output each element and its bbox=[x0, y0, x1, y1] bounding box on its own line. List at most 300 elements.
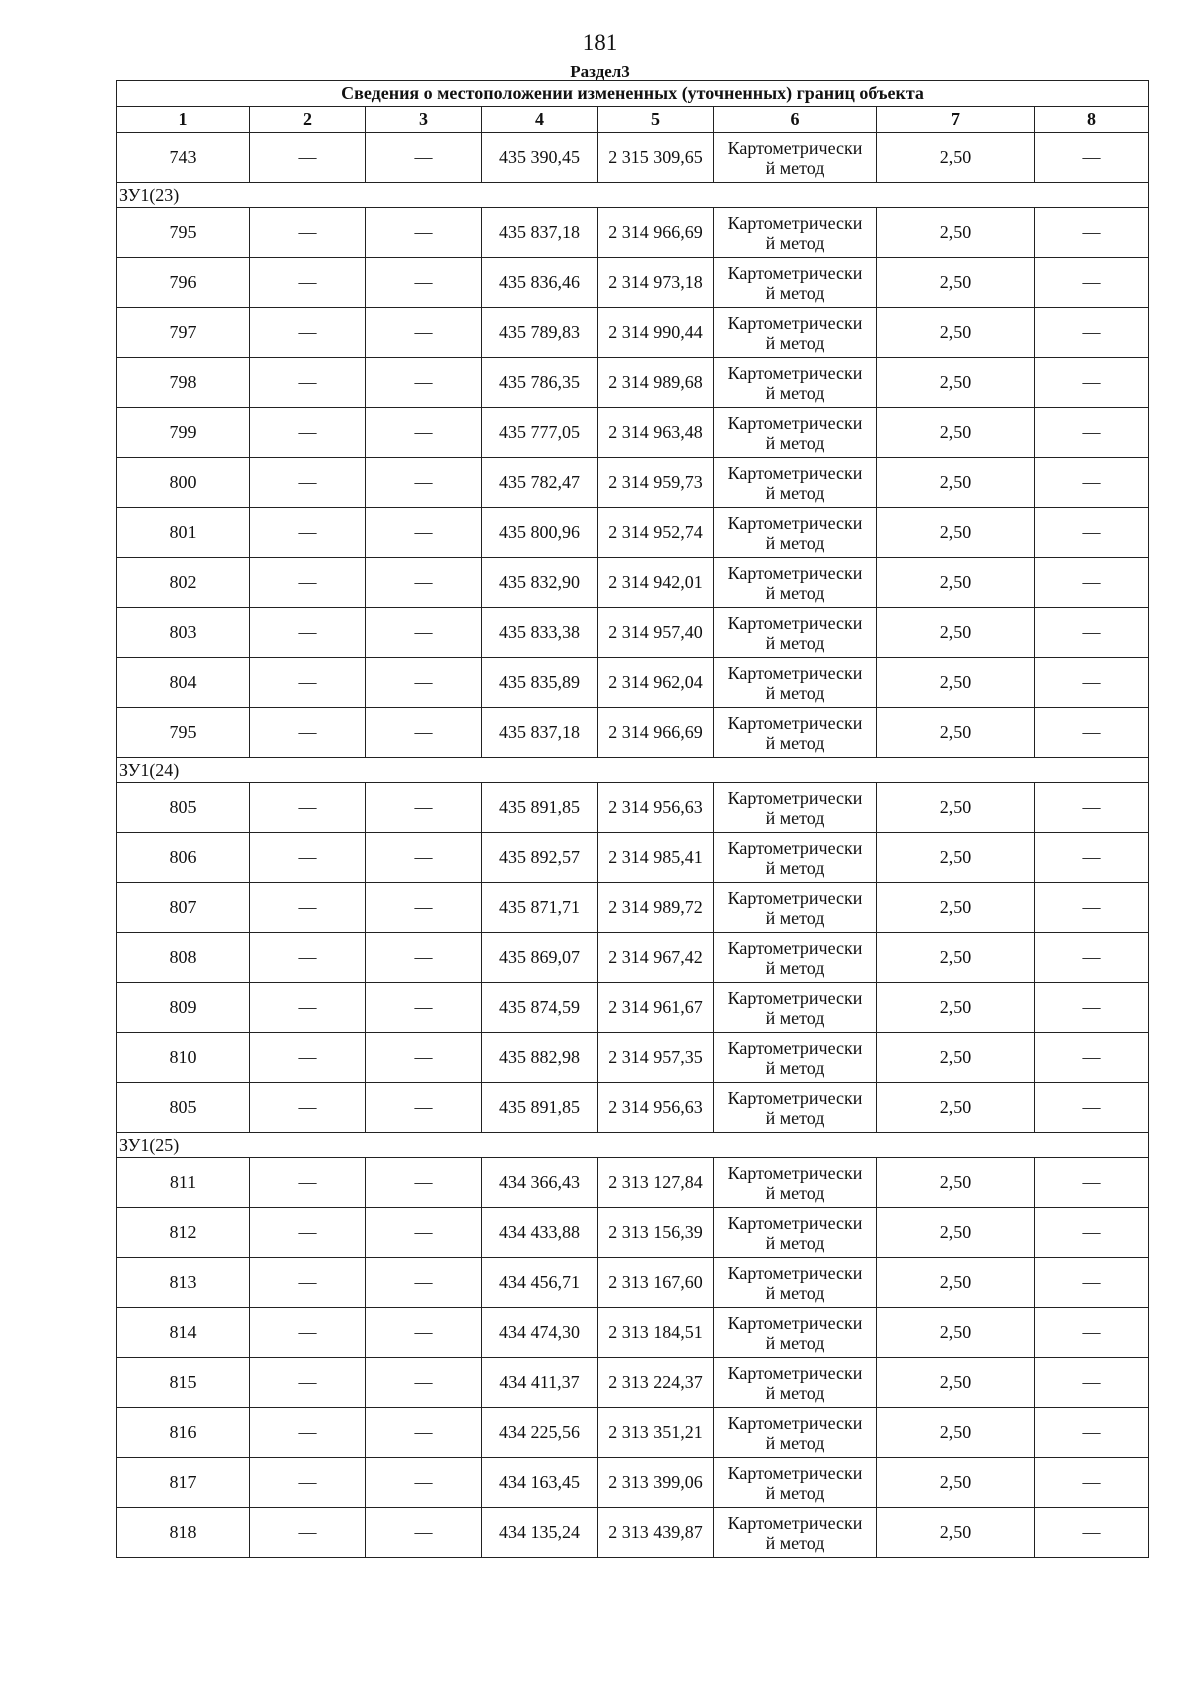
method-text-line-1: Картометрически bbox=[727, 1412, 863, 1433]
accuracy-cell: 2,50 bbox=[877, 558, 1035, 608]
accuracy-cell: 2,50 bbox=[877, 783, 1035, 833]
method-text-line-2: й метод bbox=[765, 482, 825, 503]
table-row bbox=[117, 1158, 1149, 1208]
column-8-cell: — bbox=[1035, 783, 1149, 833]
y-coordinate-cell: 2 314 957,40 bbox=[598, 608, 714, 658]
table-row bbox=[117, 933, 1149, 983]
column-8-cell: — bbox=[1035, 133, 1149, 183]
column-8-cell: — bbox=[1035, 1083, 1149, 1133]
column-8-cell: — bbox=[1035, 1408, 1149, 1458]
x-coordinate-cell: 435 871,71 bbox=[482, 883, 598, 933]
table-row bbox=[117, 408, 1149, 458]
method-text-line-2: й метод bbox=[765, 1532, 825, 1553]
point-number-cell: 802 bbox=[117, 558, 250, 608]
table-row bbox=[117, 1358, 1149, 1408]
x-coordinate-cell: 434 225,56 bbox=[482, 1408, 598, 1458]
table-title: Сведения о местоположении измененных (уточненных) границ объекта bbox=[117, 81, 1149, 107]
column-8-cell: — bbox=[1035, 1033, 1149, 1083]
accuracy-cell: 2,50 bbox=[877, 1458, 1035, 1508]
y-coordinate-cell: 2 314 990,44 bbox=[598, 308, 714, 358]
method-cell bbox=[714, 1458, 877, 1508]
table-row bbox=[117, 983, 1149, 1033]
y-coordinate-cell: 2 314 963,48 bbox=[598, 408, 714, 458]
y-coordinate-cell: 2 314 967,42 bbox=[598, 933, 714, 983]
column-3-cell: — bbox=[366, 1208, 482, 1258]
accuracy-cell: 2,50 bbox=[877, 1033, 1035, 1083]
x-coordinate-cell: 434 366,43 bbox=[482, 1158, 598, 1208]
y-coordinate-cell: 2 314 973,18 bbox=[598, 258, 714, 308]
column-8-cell: — bbox=[1035, 1508, 1149, 1558]
table-row bbox=[117, 658, 1149, 708]
accuracy-cell: 2,50 bbox=[877, 658, 1035, 708]
table-row bbox=[117, 1508, 1149, 1558]
x-coordinate-cell: 435 786,35 bbox=[482, 358, 598, 408]
column-3-cell: — bbox=[366, 408, 482, 458]
column-3-cell: — bbox=[366, 1358, 482, 1408]
point-number-cell: 814 bbox=[117, 1308, 250, 1358]
method-cell bbox=[714, 933, 877, 983]
method-text-line-2: й метод bbox=[765, 1282, 825, 1303]
method-text-line-1: Картометрически bbox=[727, 212, 863, 233]
table-row bbox=[117, 1208, 1149, 1258]
column-2-cell: — bbox=[250, 1258, 366, 1308]
point-number-cell: 800 bbox=[117, 458, 250, 508]
table-row bbox=[117, 133, 1149, 183]
method-text-line-2: й метод bbox=[765, 582, 825, 603]
column-8-cell: — bbox=[1035, 308, 1149, 358]
method-text-line-1: Картометрически bbox=[727, 887, 863, 908]
accuracy-cell: 2,50 bbox=[877, 833, 1035, 883]
x-coordinate-cell: 435 837,18 bbox=[482, 208, 598, 258]
x-coordinate-cell: 435 777,05 bbox=[482, 408, 598, 458]
table-row bbox=[117, 1258, 1149, 1308]
column-8-cell: — bbox=[1035, 508, 1149, 558]
y-coordinate-cell: 2 313 439,87 bbox=[598, 1508, 714, 1558]
point-number-cell: 811 bbox=[117, 1158, 250, 1208]
y-coordinate-cell: 2 313 167,60 bbox=[598, 1258, 714, 1308]
column-number: 2 bbox=[250, 107, 366, 133]
method-text-line-2: й метод bbox=[765, 1382, 825, 1403]
point-number-cell: 798 bbox=[117, 358, 250, 408]
column-3-cell: — bbox=[366, 658, 482, 708]
table-row bbox=[117, 558, 1149, 608]
point-number-cell: 806 bbox=[117, 833, 250, 883]
point-number-cell: 808 bbox=[117, 933, 250, 983]
column-3-cell: — bbox=[366, 508, 482, 558]
method-text-line-2: й метод bbox=[765, 1332, 825, 1353]
method-text-line-2: й метод bbox=[765, 632, 825, 653]
method-cell bbox=[714, 408, 877, 458]
column-number-row bbox=[117, 107, 1149, 133]
point-number-cell: 817 bbox=[117, 1458, 250, 1508]
column-3-cell: — bbox=[366, 883, 482, 933]
column-3-cell: — bbox=[366, 783, 482, 833]
table-row bbox=[117, 358, 1149, 408]
group-label: ЗУ1(24) bbox=[117, 758, 1149, 783]
method-text-line-2: й метод bbox=[765, 432, 825, 453]
accuracy-cell: 2,50 bbox=[877, 1083, 1035, 1133]
method-text-line-1: Картометрически bbox=[727, 1462, 863, 1483]
x-coordinate-cell: 435 891,85 bbox=[482, 1083, 598, 1133]
y-coordinate-cell: 2 314 961,67 bbox=[598, 983, 714, 1033]
method-cell bbox=[714, 308, 877, 358]
column-3-cell: — bbox=[366, 1258, 482, 1308]
y-coordinate-cell: 2 314 989,72 bbox=[598, 883, 714, 933]
method-text-line-2: й метод bbox=[765, 682, 825, 703]
column-3-cell: — bbox=[366, 133, 482, 183]
point-number-cell: 795 bbox=[117, 708, 250, 758]
table-row bbox=[117, 1083, 1149, 1133]
column-8-cell: — bbox=[1035, 933, 1149, 983]
method-cell bbox=[714, 783, 877, 833]
x-coordinate-cell: 435 837,18 bbox=[482, 708, 598, 758]
method-text-line-2: й метод bbox=[765, 282, 825, 303]
column-2-cell: — bbox=[250, 358, 366, 408]
column-3-cell: — bbox=[366, 1083, 482, 1133]
method-cell bbox=[714, 208, 877, 258]
method-cell bbox=[714, 833, 877, 883]
accuracy-cell: 2,50 bbox=[877, 1408, 1035, 1458]
column-3-cell: — bbox=[366, 258, 482, 308]
x-coordinate-cell: 435 836,46 bbox=[482, 258, 598, 308]
method-text-line-1: Картометрически bbox=[727, 837, 863, 858]
point-number-cell: 810 bbox=[117, 1033, 250, 1083]
method-text-line-1: Картометрически bbox=[727, 1087, 863, 1108]
x-coordinate-cell: 435 390,45 bbox=[482, 133, 598, 183]
method-cell bbox=[714, 1358, 877, 1408]
accuracy-cell: 2,50 bbox=[877, 983, 1035, 1033]
point-number-cell: 795 bbox=[117, 208, 250, 258]
point-number-cell: 809 bbox=[117, 983, 250, 1033]
x-coordinate-cell: 435 835,89 bbox=[482, 658, 598, 708]
method-text-line-1: Картометрически bbox=[727, 262, 863, 283]
accuracy-cell: 2,50 bbox=[877, 1158, 1035, 1208]
method-text-line-1: Картометрически bbox=[727, 662, 863, 683]
point-number-cell: 801 bbox=[117, 508, 250, 558]
method-cell bbox=[714, 1208, 877, 1258]
group-row bbox=[117, 758, 1149, 783]
accuracy-cell: 2,50 bbox=[877, 933, 1035, 983]
column-number: 1 bbox=[117, 107, 250, 133]
table-row bbox=[117, 208, 1149, 258]
column-2-cell: — bbox=[250, 1508, 366, 1558]
section-label: Раздел3 bbox=[570, 62, 630, 81]
method-cell bbox=[714, 708, 877, 758]
method-cell bbox=[714, 983, 877, 1033]
column-3-cell: — bbox=[366, 1458, 482, 1508]
method-text-line-1: Картометрически bbox=[727, 137, 863, 158]
column-3-cell: — bbox=[366, 608, 482, 658]
column-number: 6 bbox=[714, 107, 877, 133]
table-row bbox=[117, 1458, 1149, 1508]
y-coordinate-cell: 2 314 966,69 bbox=[598, 708, 714, 758]
column-3-cell: — bbox=[366, 933, 482, 983]
method-cell bbox=[714, 1033, 877, 1083]
method-text-line-1: Картометрически bbox=[727, 512, 863, 533]
column-number: 3 bbox=[366, 107, 482, 133]
method-cell bbox=[714, 1083, 877, 1133]
point-number-cell: 815 bbox=[117, 1358, 250, 1408]
column-2-cell: — bbox=[250, 1308, 366, 1358]
column-8-cell: — bbox=[1035, 458, 1149, 508]
accuracy-cell: 2,50 bbox=[877, 408, 1035, 458]
column-2-cell: — bbox=[250, 933, 366, 983]
column-2-cell: — bbox=[250, 1158, 366, 1208]
column-8-cell: — bbox=[1035, 883, 1149, 933]
column-8-cell: — bbox=[1035, 658, 1149, 708]
method-text-line-1: Картометрически bbox=[727, 987, 863, 1008]
method-text-line-1: Картометрически bbox=[727, 1312, 863, 1333]
column-3-cell: — bbox=[366, 833, 482, 883]
column-2-cell: — bbox=[250, 208, 366, 258]
x-coordinate-cell: 435 782,47 bbox=[482, 458, 598, 508]
column-number: 7 bbox=[877, 107, 1035, 133]
x-coordinate-cell: 435 874,59 bbox=[482, 983, 598, 1033]
table-row bbox=[117, 1033, 1149, 1083]
method-cell bbox=[714, 1258, 877, 1308]
y-coordinate-cell: 2 313 224,37 bbox=[598, 1358, 714, 1408]
method-text-line-2: й метод bbox=[765, 1232, 825, 1253]
column-3-cell: — bbox=[366, 1158, 482, 1208]
method-text-line-1: Картометрически bbox=[727, 937, 863, 958]
y-coordinate-cell: 2 314 956,63 bbox=[598, 783, 714, 833]
method-text-line-2: й метод bbox=[765, 332, 825, 353]
x-coordinate-cell: 434 135,24 bbox=[482, 1508, 598, 1558]
accuracy-cell: 2,50 bbox=[877, 308, 1035, 358]
y-coordinate-cell: 2 314 952,74 bbox=[598, 508, 714, 558]
y-coordinate-cell: 2 313 399,06 bbox=[598, 1458, 714, 1508]
point-number-cell: 796 bbox=[117, 258, 250, 308]
column-2-cell: — bbox=[250, 308, 366, 358]
column-2-cell: — bbox=[250, 1358, 366, 1408]
method-text-line-1: Картометрически bbox=[727, 412, 863, 433]
method-text-line-1: Картометрически bbox=[727, 1362, 863, 1383]
column-2-cell: — bbox=[250, 658, 366, 708]
method-text-line-1: Картометрически bbox=[727, 312, 863, 333]
x-coordinate-cell: 434 456,71 bbox=[482, 1258, 598, 1308]
x-coordinate-cell: 434 474,30 bbox=[482, 1308, 598, 1358]
column-8-cell: — bbox=[1035, 258, 1149, 308]
column-8-cell: — bbox=[1035, 358, 1149, 408]
method-text-line-1: Картометрически bbox=[727, 612, 863, 633]
point-number-cell: 799 bbox=[117, 408, 250, 458]
y-coordinate-cell: 2 314 966,69 bbox=[598, 208, 714, 258]
y-coordinate-cell: 2 313 184,51 bbox=[598, 1308, 714, 1358]
column-2-cell: — bbox=[250, 783, 366, 833]
point-number-cell: 797 bbox=[117, 308, 250, 358]
method-text-line-1: Картометрически bbox=[727, 562, 863, 583]
table-row bbox=[117, 1408, 1149, 1458]
method-cell bbox=[714, 658, 877, 708]
method-cell bbox=[714, 558, 877, 608]
group-row bbox=[117, 183, 1149, 208]
page-number: 181 bbox=[582, 30, 618, 55]
method-text-line-1: Картометрически bbox=[727, 1212, 863, 1233]
method-cell bbox=[714, 133, 877, 183]
method-text-line-2: й метод bbox=[765, 1432, 825, 1453]
x-coordinate-cell: 435 891,85 bbox=[482, 783, 598, 833]
x-coordinate-cell: 434 163,45 bbox=[482, 1458, 598, 1508]
coordinates-table bbox=[116, 80, 1149, 1558]
y-coordinate-cell: 2 314 957,35 bbox=[598, 1033, 714, 1083]
column-2-cell: — bbox=[250, 508, 366, 558]
column-3-cell: — bbox=[366, 1033, 482, 1083]
point-number-cell: 803 bbox=[117, 608, 250, 658]
method-text-line-2: й метод bbox=[765, 1107, 825, 1128]
accuracy-cell: 2,50 bbox=[877, 1308, 1035, 1358]
column-8-cell: — bbox=[1035, 408, 1149, 458]
column-2-cell: — bbox=[250, 883, 366, 933]
group-label: ЗУ1(23) bbox=[117, 183, 1149, 208]
method-text-line-2: й метод bbox=[765, 382, 825, 403]
column-8-cell: — bbox=[1035, 1258, 1149, 1308]
column-8-cell: — bbox=[1035, 833, 1149, 883]
y-coordinate-cell: 2 313 351,21 bbox=[598, 1408, 714, 1458]
y-coordinate-cell: 2 314 962,04 bbox=[598, 658, 714, 708]
method-cell bbox=[714, 258, 877, 308]
column-number: 5 bbox=[598, 107, 714, 133]
column-3-cell: — bbox=[366, 308, 482, 358]
method-cell bbox=[714, 1308, 877, 1358]
column-2-cell: — bbox=[250, 1408, 366, 1458]
x-coordinate-cell: 434 411,37 bbox=[482, 1358, 598, 1408]
column-2-cell: — bbox=[250, 558, 366, 608]
method-text-line-1: Картометрически bbox=[727, 462, 863, 483]
method-text-line-2: й метод bbox=[765, 1007, 825, 1028]
table-row bbox=[117, 608, 1149, 658]
accuracy-cell: 2,50 bbox=[877, 258, 1035, 308]
point-number-cell: 807 bbox=[117, 883, 250, 933]
method-text-line-2: й метод bbox=[765, 907, 825, 928]
method-text-line-1: Картометрически bbox=[727, 1512, 863, 1533]
column-2-cell: — bbox=[250, 1033, 366, 1083]
method-text-line-1: Картометрически bbox=[727, 1162, 863, 1183]
column-8-cell: — bbox=[1035, 983, 1149, 1033]
method-text-line-2: й метод bbox=[765, 807, 825, 828]
accuracy-cell: 2,50 bbox=[877, 1358, 1035, 1408]
y-coordinate-cell: 2 314 985,41 bbox=[598, 833, 714, 883]
column-8-cell: — bbox=[1035, 1458, 1149, 1508]
column-2-cell: — bbox=[250, 133, 366, 183]
y-coordinate-cell: 2 314 959,73 bbox=[598, 458, 714, 508]
column-2-cell: — bbox=[250, 458, 366, 508]
x-coordinate-cell: 435 832,90 bbox=[482, 558, 598, 608]
column-2-cell: — bbox=[250, 258, 366, 308]
method-text-line-2: й метод bbox=[765, 1482, 825, 1503]
y-coordinate-cell: 2 315 309,65 bbox=[598, 133, 714, 183]
table-row bbox=[117, 833, 1149, 883]
column-2-cell: — bbox=[250, 983, 366, 1033]
point-number-cell: 804 bbox=[117, 658, 250, 708]
accuracy-cell: 2,50 bbox=[877, 1258, 1035, 1308]
accuracy-cell: 2,50 bbox=[877, 608, 1035, 658]
table-row bbox=[117, 458, 1149, 508]
x-coordinate-cell: 435 833,38 bbox=[482, 608, 598, 658]
y-coordinate-cell: 2 313 156,39 bbox=[598, 1208, 714, 1258]
column-8-cell: — bbox=[1035, 1308, 1149, 1358]
column-2-cell: — bbox=[250, 833, 366, 883]
column-3-cell: — bbox=[366, 1308, 482, 1358]
column-2-cell: — bbox=[250, 708, 366, 758]
table-row bbox=[117, 883, 1149, 933]
point-number-cell: 812 bbox=[117, 1208, 250, 1258]
column-3-cell: — bbox=[366, 1508, 482, 1558]
column-8-cell: — bbox=[1035, 208, 1149, 258]
method-cell bbox=[714, 608, 877, 658]
method-cell bbox=[714, 358, 877, 408]
method-text-line-2: й метод bbox=[765, 1057, 825, 1078]
point-number-cell: 816 bbox=[117, 1408, 250, 1458]
column-3-cell: — bbox=[366, 1408, 482, 1458]
point-number-cell: 805 bbox=[117, 1083, 250, 1133]
method-cell bbox=[714, 1408, 877, 1458]
column-number: 4 bbox=[482, 107, 598, 133]
table-row bbox=[117, 1308, 1149, 1358]
method-cell bbox=[714, 1158, 877, 1208]
y-coordinate-cell: 2 313 127,84 bbox=[598, 1158, 714, 1208]
method-text-line-1: Картометрически bbox=[727, 1262, 863, 1283]
column-2-cell: — bbox=[250, 408, 366, 458]
point-number-cell: 818 bbox=[117, 1508, 250, 1558]
column-8-cell: — bbox=[1035, 1208, 1149, 1258]
accuracy-cell: 2,50 bbox=[877, 1208, 1035, 1258]
method-text-line-2: й метод bbox=[765, 157, 825, 178]
method-text-line-2: й метод bbox=[765, 957, 825, 978]
y-coordinate-cell: 2 314 956,63 bbox=[598, 1083, 714, 1133]
column-3-cell: — bbox=[366, 208, 482, 258]
column-8-cell: — bbox=[1035, 1158, 1149, 1208]
accuracy-cell: 2,50 bbox=[877, 708, 1035, 758]
x-coordinate-cell: 435 869,07 bbox=[482, 933, 598, 983]
column-3-cell: — bbox=[366, 983, 482, 1033]
table-row bbox=[117, 308, 1149, 358]
column-8-cell: — bbox=[1035, 558, 1149, 608]
table-row bbox=[117, 508, 1149, 558]
table-row bbox=[117, 258, 1149, 308]
x-coordinate-cell: 435 800,96 bbox=[482, 508, 598, 558]
group-label: ЗУ1(25) bbox=[117, 1133, 1149, 1158]
point-number-cell: 813 bbox=[117, 1258, 250, 1308]
method-text-line-2: й метод bbox=[765, 732, 825, 753]
method-cell bbox=[714, 883, 877, 933]
column-number: 8 bbox=[1035, 107, 1149, 133]
x-coordinate-cell: 435 892,57 bbox=[482, 833, 598, 883]
accuracy-cell: 2,50 bbox=[877, 208, 1035, 258]
accuracy-cell: 2,50 bbox=[877, 1508, 1035, 1558]
x-coordinate-cell: 435 882,98 bbox=[482, 1033, 598, 1083]
column-2-cell: — bbox=[250, 608, 366, 658]
point-number-cell: 743 bbox=[117, 133, 250, 183]
accuracy-cell: 2,50 bbox=[877, 883, 1035, 933]
column-3-cell: — bbox=[366, 358, 482, 408]
column-2-cell: — bbox=[250, 1083, 366, 1133]
point-number-cell: 805 bbox=[117, 783, 250, 833]
group-row bbox=[117, 1133, 1149, 1158]
x-coordinate-cell: 434 433,88 bbox=[482, 1208, 598, 1258]
method-text-line-2: й метод bbox=[765, 1182, 825, 1203]
column-3-cell: — bbox=[366, 558, 482, 608]
accuracy-cell: 2,50 bbox=[877, 358, 1035, 408]
column-2-cell: — bbox=[250, 1458, 366, 1508]
x-coordinate-cell: 435 789,83 bbox=[482, 308, 598, 358]
accuracy-cell: 2,50 bbox=[877, 458, 1035, 508]
method-text-line-1: Картометрически bbox=[727, 787, 863, 808]
method-text-line-2: й метод bbox=[765, 532, 825, 553]
column-8-cell: — bbox=[1035, 708, 1149, 758]
table-row bbox=[117, 783, 1149, 833]
column-3-cell: — bbox=[366, 458, 482, 508]
column-2-cell: — bbox=[250, 1208, 366, 1258]
